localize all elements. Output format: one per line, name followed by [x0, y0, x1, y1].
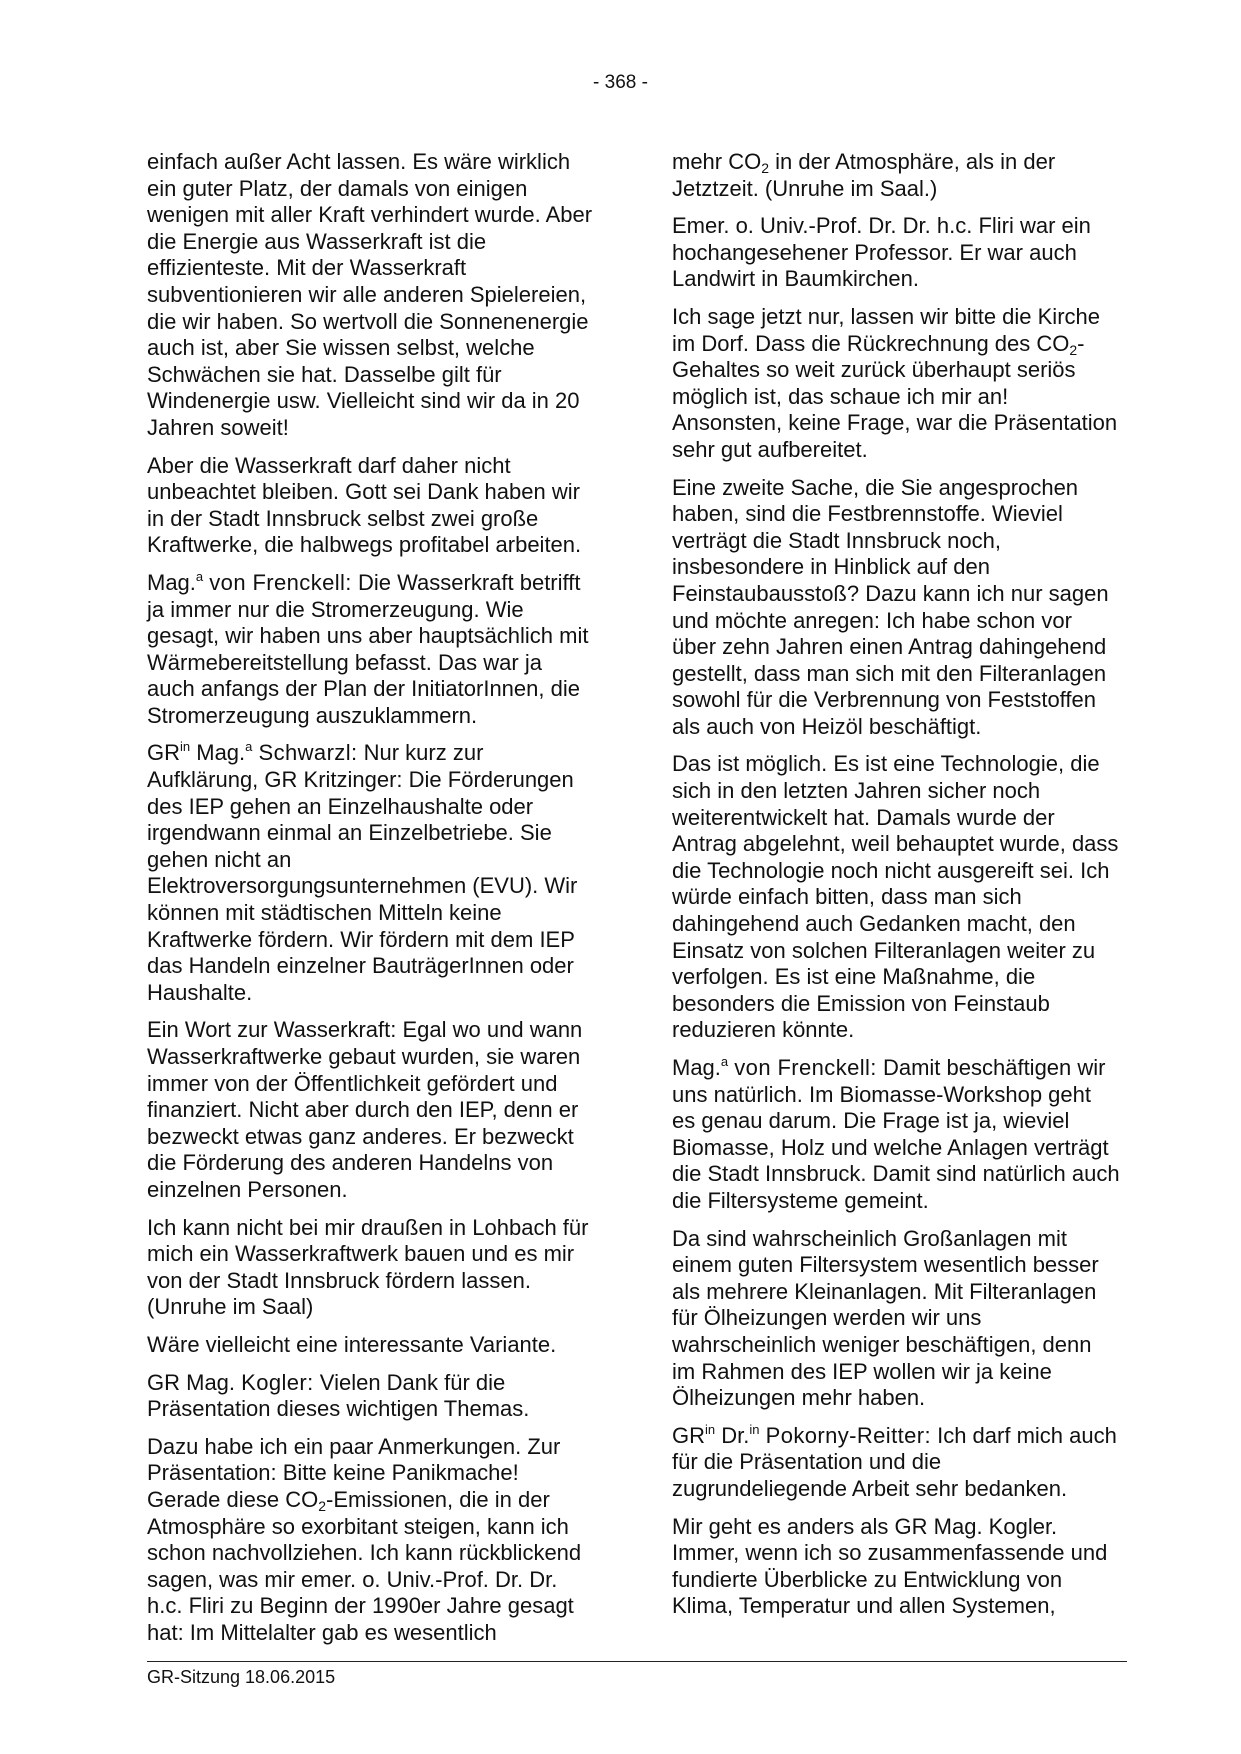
speaker-paragraph	[147, 570, 595, 730]
paragraph: Da sind wahrscheinlich Großanlagen mit einem guten Filtersystem wesentlich besser als mehrere Kleinanlagen. Mit Filteranlagen für Ölheizungen werden wir uns wahrscheinlich weniger beschäftigen, denn im Rahmen des IEP wollen wir ja keine Ölheizungen mehr haben.	[672, 1225, 1099, 1411]
left-column	[147, 149, 595, 1657]
text-segment: -Emissionen, die in der Atmosphäre so exorbitant steigen, kann ich schon nachvollziehen. Ich kann rückblickend sagen, was mir emer. o. Univ.-Prof. Dr. Dr. h.c. Fliri zu Beginn der 1990er Jahre gesagt hat: Im Mittelalter gab es wesentlich	[147, 1486, 582, 1645]
paragraph: Ich kann nicht bei mir draußen in Lohbach für mich ein Wasserkraftwerk bauen und es mir von der Stadt Innsbruck fördern lassen. (Unruhe im Saal)	[147, 1214, 589, 1320]
page-number: - 368 -	[593, 72, 648, 93]
speaker-role: GR	[147, 740, 180, 766]
paragraph	[147, 1434, 595, 1647]
paragraph: Das ist möglich. Es ist eine Technologie, die sich in den letzten Jahren sicher noch weiterentwickelt hat. Damals wurde der Antrag abgelehnt, weil behauptet wurde, dass die Technologie noch nicht ausgereift sei. Ich würde einfach bitten, dass man sich dahingehend auch Gedanken macht, den Einsatz von solchen Filteranlagen weiter zu verfolgen. Es ist eine Maßnahme, die besonders die Emission von Feinstaub reduzieren könnte.	[672, 751, 1119, 1043]
speaker-paragraph	[147, 1370, 595, 1423]
footer-text: GR-Sitzung 18.06.2015	[147, 1667, 336, 1687]
title-superscript: a	[245, 739, 253, 755]
speaker-name: Schwarzl:	[258, 740, 358, 766]
speaker-title: Mag.	[147, 569, 196, 595]
speaker-paragraph	[147, 740, 595, 1006]
text-segment: in der Atmosphäre, als in der Jetztzeit. (Unruhe im Saal.)	[672, 149, 1056, 201]
speaker-name: von Frenckell:	[734, 1055, 877, 1080]
speaker-name: Pokorny-Reitter:	[765, 1422, 931, 1448]
text-segment: Ich sage jetzt nur, lassen wir bitte die Kirche im Dorf. Dass die Rückrechnung des CO	[672, 303, 1100, 356]
speaker-title: Mag.	[196, 740, 246, 766]
title-superscript: in	[749, 1421, 760, 1437]
paragraph: einfach außer Acht lassen. Es wäre wirklich ein guter Platz, der damals von einigen wenigen mit aller Kraft verhindert wurde. Aber die Energie aus Wasserkraft ist die effizienteste. Mit der Wasserkraft subventionieren wir alle anderen Spielereien, die wir haben. So wertvoll die Sonnenenergie auch ist, aber Sie wissen selbst, welche Schwächen sie hat. Dasselbe gilt für Windenergie usw. Vielleicht sind wir da in 20 Jahren soweit!	[147, 149, 593, 440]
footer-divider	[147, 1661, 1127, 1662]
speaker-name: Kogler:	[241, 1369, 314, 1395]
speaker-title: Mag.	[672, 1055, 721, 1080]
paragraph: Wäre vielleicht eine interessante Variante.	[147, 1331, 557, 1357]
speaker-title: GR Mag.	[147, 1369, 236, 1395]
speech-text: Damit beschäftigen wir uns natürlich. Im Biomasse-Workshop geht es genau darum. Die Frage ist ja, wieviel Biomasse, Holz und welche Anlagen verträgt die Stadt Innsbruck. Damit sind natürlich auch die Filtersysteme gemeint.	[672, 1055, 1120, 1213]
role-superscript: in	[180, 739, 191, 755]
paragraph: Eine zweite Sache, die Sie angesprochen haben, sind die Festbrennstoffe. Wieviel verträgt die Stadt Innsbruck noch, insbesondere in Hinblick auf den Feinstaubausstoß? Dazu kann ich nur sagen und möchte anregen: Ich habe schon vor über zehn Jahren einen Antrag dahingehend gestellt, dass man sich mit den Filteranlagen sowohl für die Verbrennung von Feststoffen als auch von Heizöl beschäftigt.	[672, 474, 1109, 739]
paragraph: Ein Wort zur Wasserkraft: Egal wo und wann Wasserkraftwerke gebaut wurden, sie waren immer von der Öffentlichkeit gefördert und finanziert. Nicht aber durch den IEP, denn er bezweckt etwas ganz anderes. Er bezweckt die Förderung des anderen Handelns von einzelnen Personen.	[147, 1017, 583, 1202]
text-segment: -Gehaltes so weit zurück überhaupt seriös möglich ist, das schaue ich mir an! Ansonsten, keine Frage, war die Präsentation sehr gut aufbereitet.	[672, 330, 1118, 462]
right-column	[672, 149, 1120, 1631]
text-segment: mehr CO	[672, 149, 762, 174]
speaker-paragraph	[672, 1055, 1120, 1215]
paragraph	[672, 149, 1120, 202]
title-superscript: a	[720, 1054, 729, 1069]
title-superscript: a	[195, 568, 204, 584]
paragraph: Emer. o. Univ.-Prof. Dr. Dr. h.c. Fliri war ein hochangesehener Professor. Er war auch Landwirt in Baumkirchen.	[672, 213, 1091, 292]
paragraph: Mir geht es anders als GR Mag. Kogler. Immer, wenn ich so zusammenfassende und fundierte Überblicke zu Entwicklung von Klima, Temperatur und allen Systemen,	[672, 1513, 1108, 1619]
paragraph: Aber die Wasserkraft darf daher nicht unbeachtet bleiben. Gott sei Dank haben wir in der Stadt Innsbruck selbst zwei große Kraftwerke, die halbwegs profitabel arbeiten.	[147, 452, 582, 558]
subscript: 2	[1069, 341, 1078, 358]
speech-text: Die Wasserkraft betrifft ja immer nur die Stromerzeugung. Wie gesagt, wir haben uns aber hauptsächlich mit Wärmebereitstellung befasst. Das war ja auch anfangs der Plan der InitiatorInnen, die Stromerzeugung auszuklammern.	[147, 569, 589, 728]
speaker-name: von Frenckell:	[209, 569, 352, 595]
speech-text: Vielen Dank für die Präsentation dieses wichtigen Themas.	[147, 1369, 530, 1422]
speech-text: Ich darf mich auch für die Präsentation und die zugrundeliegende Arbeit sehr bedanken.	[672, 1422, 1117, 1501]
speaker-role: GR	[672, 1422, 705, 1448]
subscript: 2	[761, 160, 770, 176]
speaker-paragraph	[672, 1423, 1120, 1503]
role-superscript: in	[705, 1421, 716, 1437]
speaker-title: Dr.	[721, 1422, 750, 1448]
text-segment: Dazu habe ich ein paar Anmerkungen. Zur Präsentation: Bitte keine Panikmache! Gerade diese CO	[147, 1433, 561, 1512]
subscript: 2	[318, 1497, 326, 1514]
speech-text: Nur kurz zur Aufklärung, GR Kritzinger: Die Förderungen des IEP gehen an Einzelhaushalte oder irgendwann einmal an Einzelbetriebe. Sie gehen nicht an Elektroversorgungsunternehmen (EVU). Wir können mit städtischen Mitteln keine Kraftwerke fördern. Wir fördern mit dem IEP das Handeln einzelner BauträgerInnen oder Haushalte.	[147, 740, 578, 1005]
paragraph	[672, 304, 1120, 464]
